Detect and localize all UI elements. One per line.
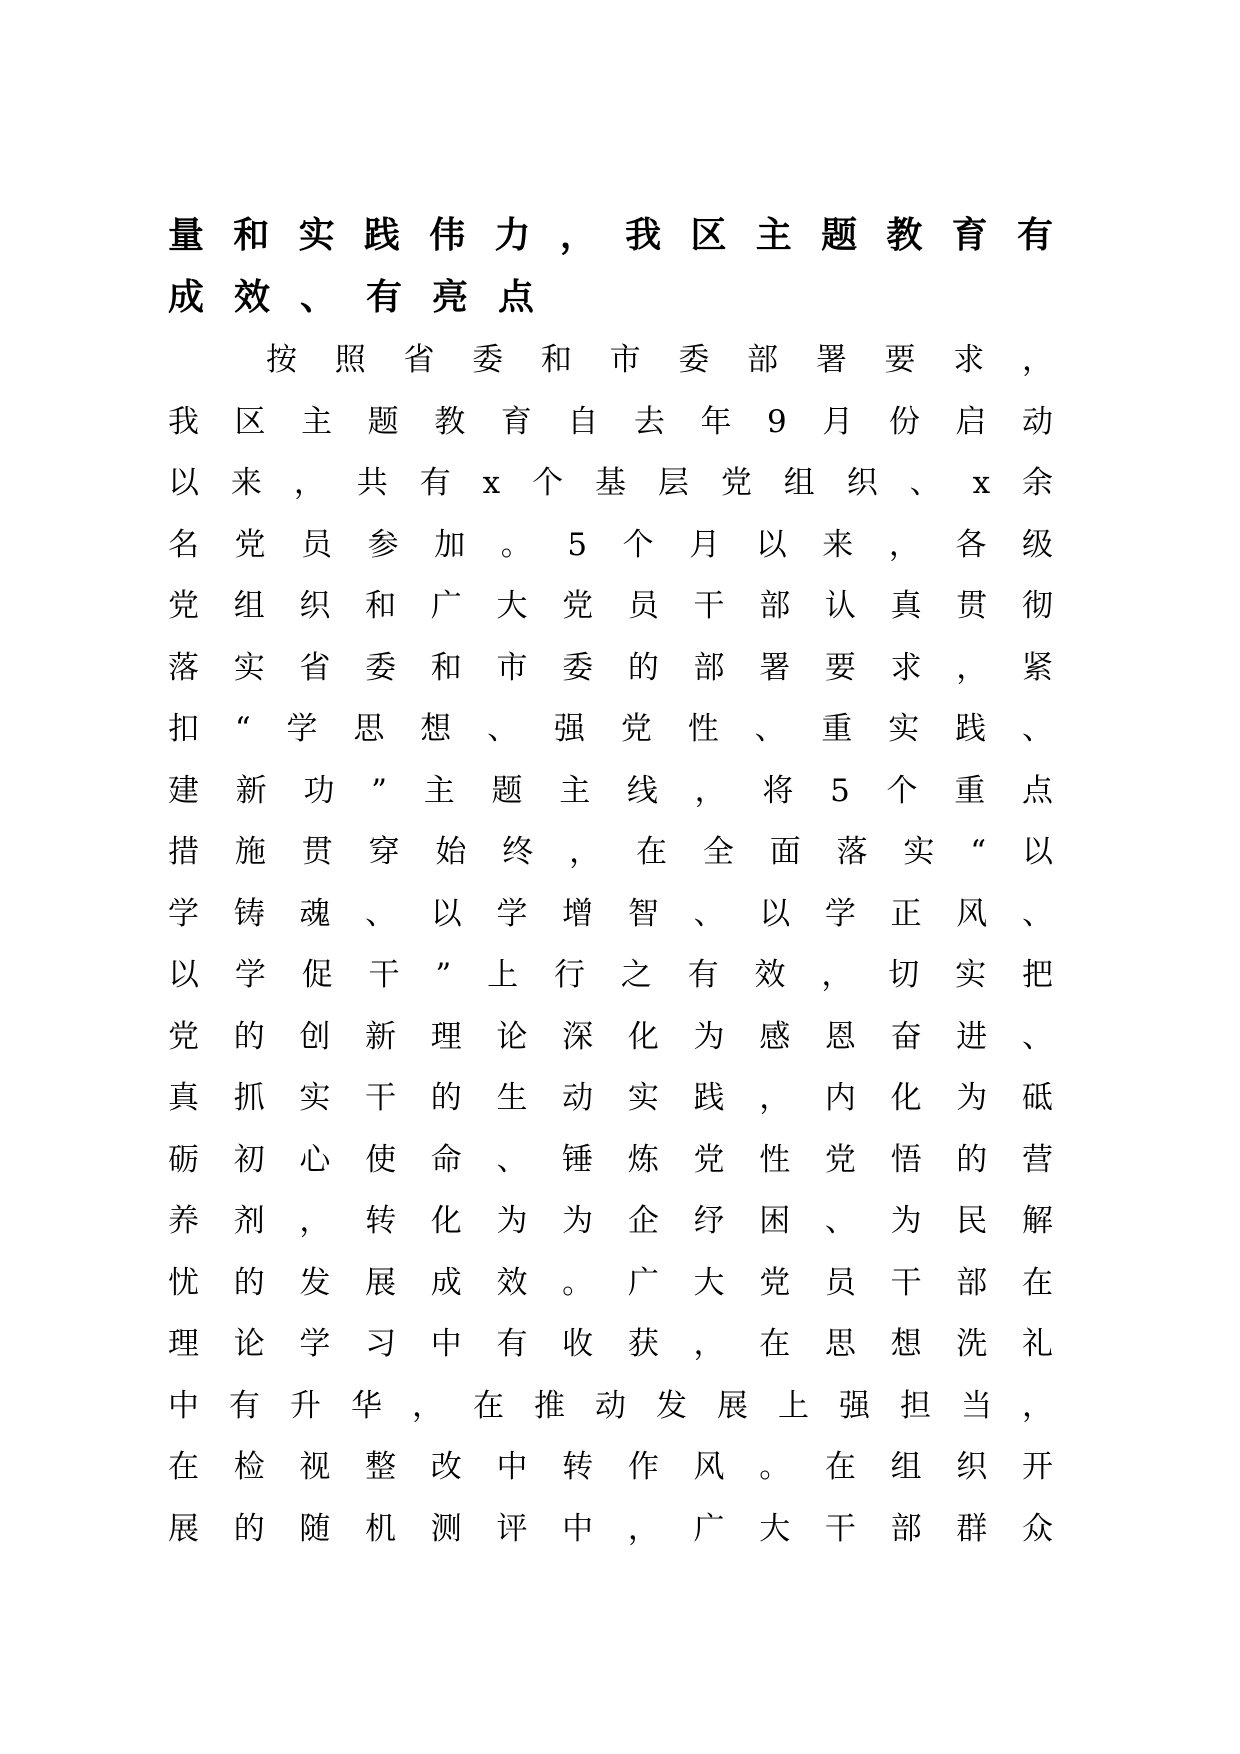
paragraph-line: 真抓实干的生动实践，内化为砥 (168, 1080, 1053, 1116)
paragraph-line: 中有升华，在推动发展上强担当， (168, 1387, 1053, 1424)
paragraph-line: 党的创新理论深化为感恩奋进、 (168, 1018, 1053, 1055)
paragraph-line: 养剂，转化为为企纾困、为民解 (168, 1203, 1053, 1239)
paragraph-line: 措施贯穿始终，在全面落实“以 (168, 834, 1053, 870)
paragraph-line: 在检视整改中转作风。在组织开 (168, 1449, 1053, 1485)
heading-line-2: 成效、有亮点 (168, 277, 565, 318)
body-paragraph (168, 330, 1053, 1560)
paragraph-line: 扣“学思想、强党性、重实践、 (168, 711, 1053, 747)
paragraph-line: 以来，共有x个基层党组织、x余 (168, 465, 1053, 501)
paragraph-line: 我区主题教育自去年9月份启动 (168, 403, 1053, 440)
paragraph-line: 忧的发展成效。广大党员干部在 (168, 1264, 1053, 1301)
paragraph-line: 落实省委和市委的部署要求，紧 (168, 649, 1053, 686)
paragraph-line: 党组织和广大党员干部认真贯彻 (168, 588, 1053, 624)
paragraph-line: 理论学习中有收获，在思想洗礼 (168, 1326, 1053, 1362)
paragraph-line: 展的随机测评中，广大干部群众 (168, 1510, 1053, 1547)
paragraph-line: 名党员参加。5个月以来，各级 (168, 526, 1053, 563)
heading-line-1: 量和实践伟力，我区主题教育有 (168, 215, 1053, 256)
section-heading (168, 205, 1053, 329)
paragraph-line: 建新功”主题主线，将5个重点 (168, 772, 1053, 809)
paragraph-line: 以学促干”上行之有效，切实把 (168, 957, 1053, 993)
paragraph-line: 学铸魂、以学增智、以学正风、 (168, 895, 1053, 932)
paragraph-line: 砺初心使命、锤炼党性党悟的营 (168, 1141, 1053, 1178)
paragraph-line: 按照省委和市委部署要求， (266, 342, 1053, 378)
